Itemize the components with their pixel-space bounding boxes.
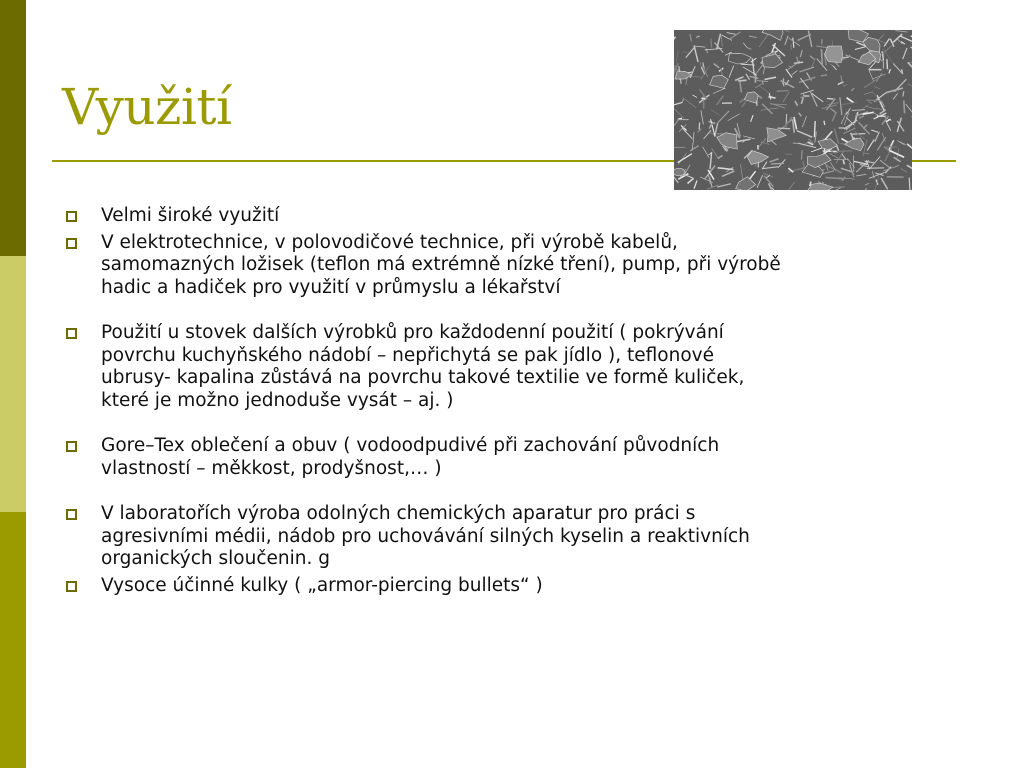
- decorative-sidebar: [0, 0, 26, 768]
- square-bullet-icon: [66, 581, 77, 592]
- square-bullet-icon: [66, 211, 77, 222]
- sidebar-segment-bottom: [0, 512, 26, 768]
- bullet-item: [66, 435, 966, 480]
- bullet-text: V laboratořích výroba odolných chemických aparatur pro práci s agresivními médii, nádob pro uchovávání silných kyselin a reaktivních organických sloučenin. g: [101, 503, 750, 569]
- bullet-item: [66, 503, 966, 571]
- bullet-text: V elektrotechnice, v polovodičové technice, při výrobě kabelů, samomazných ložisek (teflon má extrémně nízké tření), pump, při výrobě hadic a hadiček pro využití v průmyslu a lékařství: [101, 231, 781, 298]
- bullet-item: [66, 322, 966, 412]
- bullet-list: [66, 205, 966, 597]
- bullet-text: Vysoce účinné kulky ( „armor-piercing bullets“ ): [101, 574, 543, 596]
- sidebar-segment-top: [0, 0, 26, 256]
- square-bullet-icon: [66, 509, 77, 520]
- bullet-text: Velmi široké využití: [101, 205, 280, 226]
- bullet-item: [66, 205, 966, 228]
- square-bullet-icon: [66, 328, 77, 339]
- square-bullet-icon: [66, 441, 77, 452]
- square-bullet-icon: [66, 238, 77, 249]
- bullet-text: Gore–Tex oblečení a obuv ( vodoodpudivé při zachování původních vlastností – měkkost, prodyšnost,… ): [101, 435, 720, 479]
- bullet-text: Použití u stovek dalších výrobků pro každodenní použití ( pokrývání povrchu kuchyňského nádobí – nepřichytá se pak jídlo ), teflonové ubrusy- kapalina zůstává na povrchu takové textilie ve formě kuliček, které je možno jednoduše vysát – aj. ): [101, 322, 745, 411]
- slide-title: Využití: [62, 78, 232, 136]
- bullet-item: [66, 575, 966, 598]
- bullet-item: [66, 232, 966, 300]
- sidebar-segment-middle: [0, 256, 26, 512]
- microscope-photo: [674, 30, 912, 190]
